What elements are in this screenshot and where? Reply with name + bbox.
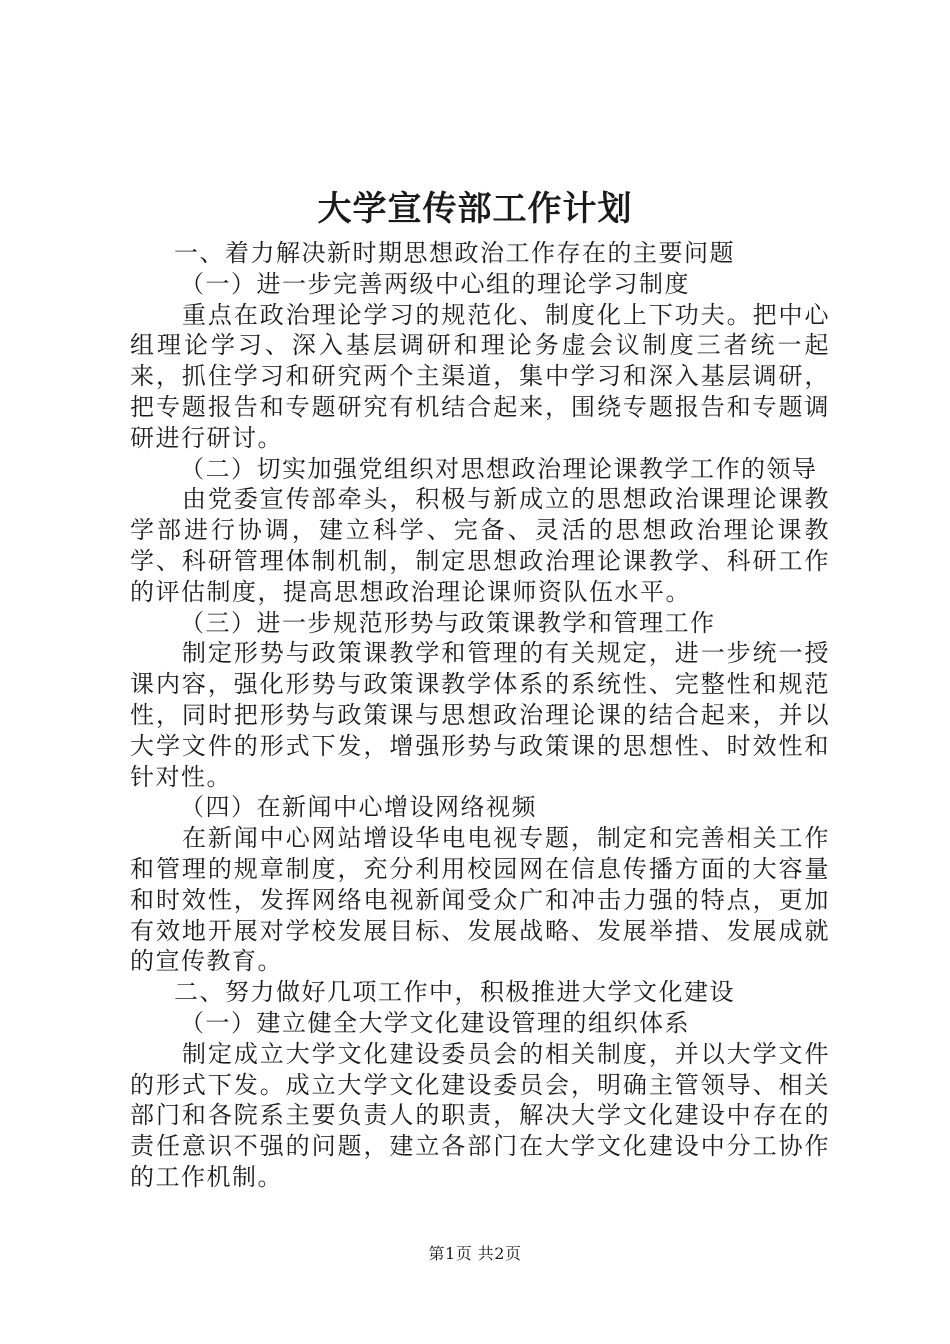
section-heading-1: 一、着力解决新时期思想政治工作存在的主要问题 bbox=[174, 239, 735, 267]
subsection-heading-1-2: （二）切实加强党组织对思想政治理论课教学工作的领导 bbox=[180, 454, 818, 483]
paragraph-1-1: 重点在政治理论学习的规范化、制度化上下功夫。把中心组理论学习、深入基层调研和理论务虚会议制度三者统一起来，抓住学习和研究两个主渠道，集中学习和深入基层调研，把专题报告和专题研究有机结合起来，围绕专题报告和专题调研进行研讨。 bbox=[130, 300, 830, 452]
subsection-heading-1-4: （四）在新闻中心增设网络视频 bbox=[180, 793, 537, 822]
paragraph-1-3: 制定形势与政策课教学和管理的有关规定，进一步统一授课内容，强化形势与政策课教学体系的系统性、完整性和规范性，同时把形势与政策课与思想政治理论课的结合起来，并以大学文件的形式下发，增强形势与政策课的思想性、时效性和针对性。 bbox=[130, 639, 830, 791]
document-title: 大学宣传部工作计划 bbox=[317, 189, 633, 229]
document-body bbox=[130, 238, 830, 1193]
section-heading-2: 二、努力做好几项工作中，积极推进大学文化建设 bbox=[174, 978, 735, 1007]
page-footer: 第1页 共2页 bbox=[428, 1244, 522, 1263]
paragraph-1-2: 由党委宣传部牵头，积极与新成立的思想政治课理论课教学部进行协调，建立科学、完备、灵活的思想政治理论课教学、科研管理体制机制，制定思想政治理论课教学、科研工作的评估制度，提高思想政治理论课师资队伍水平。 bbox=[130, 485, 830, 606]
subsection-heading-1-3: （三）进一步规范形势与政策课教学和管理工作 bbox=[180, 608, 716, 637]
subsection-heading-2-1: （一）建立健全大学文化建设管理的组织体系 bbox=[180, 1008, 690, 1037]
paragraph-2-1: 制定成立大学文化建设委员会的相关制度，并以大学文件的形式下发。成立大学文化建设委员会，明确主管领导、相关部门和各院系主要负责人的职责，解决大学文化建设中存在的责任意识不强的问题，建立各部门在大学文化建设中分工协作的工作机制。 bbox=[130, 1039, 830, 1191]
paragraph-1-4: 在新闻中心网站增设华电电视专题，制定和完善相关工作和管理的规章制度，充分利用校园网在信息传播方面的大容量和时效性，发挥网络电视新闻受众广和冲击力强的特点，更加有效地开展对学校发展目标、发展战略、发展举措、发展成就的宣传教育。 bbox=[130, 824, 830, 976]
subsection-heading-1-1: （一）进一步完善两级中心组的理论学习制度 bbox=[180, 269, 690, 298]
